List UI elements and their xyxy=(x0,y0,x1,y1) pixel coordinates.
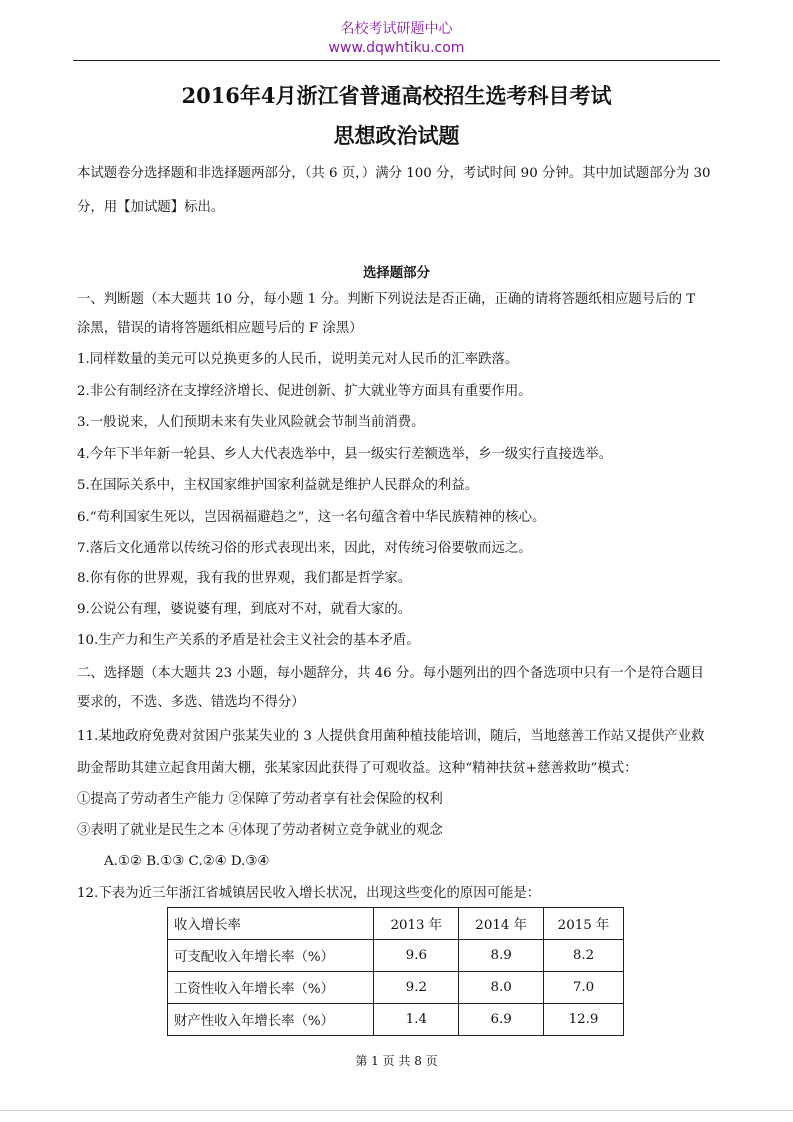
judgment-item: 9.公说公有理，婆说婆有理，到底对不对，就看大家的。 xyxy=(77,602,412,617)
intro-line: 分，用【加试题】标出。 xyxy=(77,200,225,215)
part2-header: 要求的，不选、多选、错选均不得分） xyxy=(77,695,305,710)
income-growth-table xyxy=(167,907,624,1036)
judgment-item: 5.在国际关系中，主权国家维护国家利益就是维护人民群众的利益。 xyxy=(77,478,479,493)
table-cell: 9.2 xyxy=(374,972,459,1004)
part1-header: 一、判断题（本大题共 10 分，每小题 1 分。判断下列说法是否正确，正确的请将答题纸相应题号后的 T xyxy=(77,292,696,307)
table-cell: 8.0 xyxy=(459,972,544,1004)
part2-header: 二、选择题（本大题共 23 小题，每小题辞分，共 46 分。每小题列出的四个备选项中只有一个是符合题目 xyxy=(77,666,704,681)
table-header-cell: 2013 年 xyxy=(374,908,459,940)
judgment-item: 4.今年下半年新一轮县、乡人大代表选举中，县一级实行差额选举，乡一级实行直接选举。 xyxy=(77,447,613,462)
table-cell: 6.9 xyxy=(459,1004,544,1036)
bottom-divider xyxy=(0,1110,793,1111)
judgment-item: 7.落后文化通常以传统习俗的形式表现出来，因此，对传统习俗要敬而远之。 xyxy=(77,541,532,556)
q11-option: ①提高了劳动者生产能力 ②保障了劳动者享有社会保险的权利 xyxy=(77,792,443,807)
part1-header: 涂黑，错误的请将答题纸相应题号后的 F 涂黑） xyxy=(77,321,363,336)
header-divider xyxy=(73,60,720,61)
table-header-row xyxy=(168,908,624,940)
table-row xyxy=(168,1004,624,1036)
q11-option: ③表明了就业是民生之本 ④体现了劳动者树立竞争就业的观念 xyxy=(77,823,443,838)
page-footer: 第 1 页 共 8 页 xyxy=(355,1054,438,1068)
q11-stem: 助金帮助其建立起食用菌大棚，张某家因此获得了可观收益。这种“精神扶贫+慈善救助”模式： xyxy=(77,761,638,776)
judgment-item: 2.非公有制经济在支撑经济增长、促进创新、扩大就业等方面具有重要作用。 xyxy=(77,384,532,399)
table-header-cell: 2014 年 xyxy=(459,908,544,940)
table-row xyxy=(168,940,624,972)
table-header-cell: 收入增长率 xyxy=(168,908,374,940)
table-header-cell: 2015 年 xyxy=(544,908,624,940)
section-title: 选择题部分 xyxy=(363,265,430,281)
table-cell: 1.4 xyxy=(374,1004,459,1036)
exam-title: 2016年4月浙江省普通高校招生选考科目考试 xyxy=(181,83,612,108)
judgment-item: 10.生产力和生产关系的矛盾是社会主义社会的基本矛盾。 xyxy=(77,633,420,648)
table-cell: 财产性收入年增长率（%） xyxy=(168,1004,374,1036)
table-cell: 8.9 xyxy=(459,940,544,972)
table-cell: 12.9 xyxy=(544,1004,624,1036)
intro-line: 本试题卷分选择题和非选择题两部分，（共 6 页，）满分 100 分，考试时间 90 分钟。其中加试题部分为 30 xyxy=(77,166,711,181)
table-cell: 8.2 xyxy=(544,940,624,972)
header-site-name: 名校考试研题中心 xyxy=(340,21,453,37)
q11-choices: A.①② B.①③ C.②④ D.③④ xyxy=(104,854,270,869)
table-cell: 9.6 xyxy=(374,940,459,972)
q12-stem: 12.下表为近三年浙江省城镇居民收入增长状况，出现这些变化的原因可能是： xyxy=(77,886,541,901)
judgment-item: 8.你有你的世界观，我有我的世界观，我们都是哲学家。 xyxy=(77,571,412,586)
judgment-item: 6.“苟利国家生死以，岂因祸福避趋之”，这一名句蕴含着中华民族精神的核心。 xyxy=(77,510,546,525)
table-row xyxy=(168,972,624,1004)
judgment-item: 1.同样数量的美元可以兑换更多的人民币，说明美元对人民币的汇率跌落。 xyxy=(77,352,519,367)
table-cell: 可支配收入年增长率（%） xyxy=(168,940,374,972)
q11-stem: 11.某地政府免费对贫困户张某失业的 3 人提供食用菌种植技能培训，随后，当地慈善工作站又提供产业救 xyxy=(77,729,705,744)
table-cell: 工资性收入年增长率（%） xyxy=(168,972,374,1004)
header-site-url[interactable]: www.dqwhtiku.com xyxy=(328,40,465,56)
judgment-item: 3.一般说来，人们预期未来有失业风险就会节制当前消费。 xyxy=(77,415,425,430)
table-cell: 7.0 xyxy=(544,972,624,1004)
subject-title: 思想政治试题 xyxy=(333,123,460,148)
